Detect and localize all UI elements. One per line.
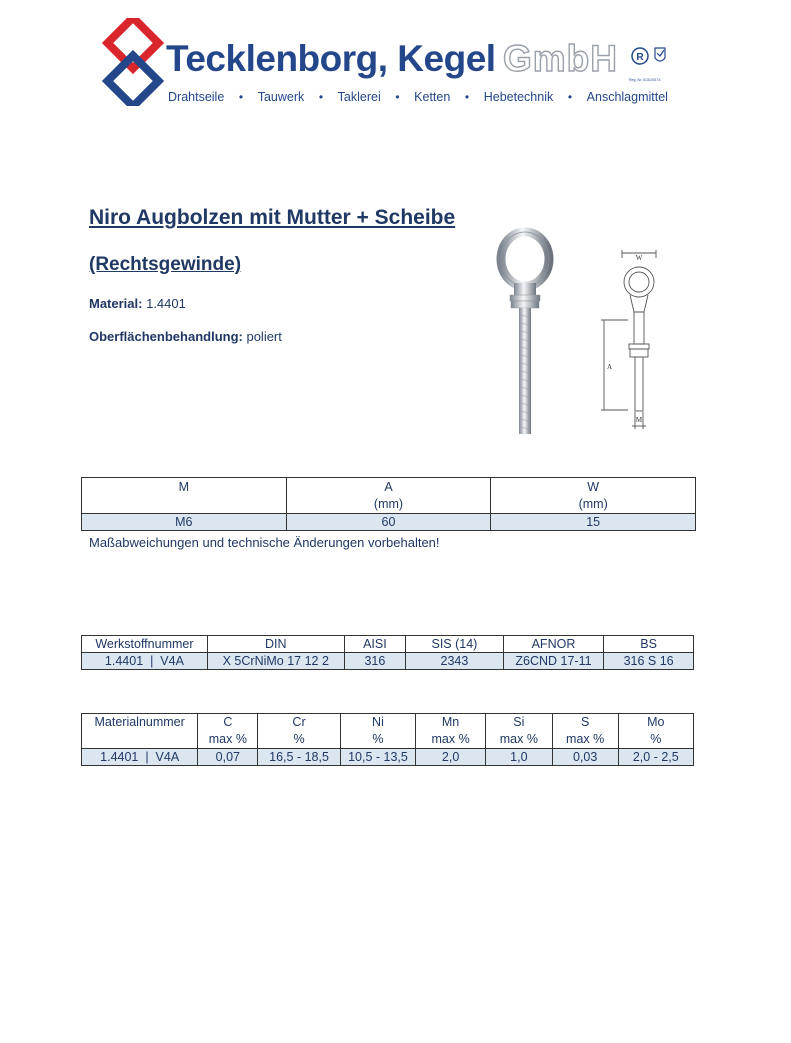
table-row [82, 514, 696, 531]
header-cell: Mn max % [416, 714, 486, 749]
table-cell: X 5CrNiMo 17 12 2 [207, 653, 344, 670]
table-cell: 1.4401 | V4A [82, 749, 198, 766]
table-cell: 16,5 - 18,5 [258, 749, 340, 766]
header-cell: M [82, 478, 287, 514]
standards-table [81, 635, 694, 670]
bullet-icon: • [567, 90, 573, 104]
surface-line [89, 329, 282, 344]
page-subtitle: (Rechtsgewinde) [89, 254, 242, 275]
header-cell: Mo % [618, 714, 693, 749]
material-line [89, 296, 186, 311]
table-cell: 60 [286, 514, 491, 531]
table-cell: 2,0 - 2,5 [618, 749, 693, 766]
header-cell: C max % [198, 714, 258, 749]
header-cell: W (mm) [491, 478, 696, 514]
material-label: Material: [89, 296, 143, 311]
surface-label: Oberflächenbehandlung: [89, 329, 243, 344]
drawing-label-m: M [635, 416, 643, 424]
brand-name: Tecklenborg, Kegel [166, 38, 496, 79]
technical-drawing [598, 250, 670, 430]
header-cell: DIN [207, 636, 344, 653]
tagline [168, 90, 668, 104]
table-cell: 10,5 - 13,5 [340, 749, 416, 766]
bullet-icon: • [238, 90, 244, 104]
table-cell: Z6CND 17-11 [503, 653, 603, 670]
table-cell: 1.4401 | V4A [82, 653, 208, 670]
tagline-item: Hebetechnik [483, 90, 554, 104]
table-cell: 15 [491, 514, 696, 531]
table-cell: 2,0 [416, 749, 486, 766]
bullet-icon: • [318, 90, 324, 104]
tagline-item: Anschlagmittel [586, 90, 668, 104]
header-cell: SIS (14) [406, 636, 504, 653]
header-cell: BS [604, 636, 694, 653]
company-logo-icon [102, 18, 164, 106]
header-cell: Cr % [258, 714, 340, 749]
brand-suffix: GmbH [503, 38, 618, 79]
table-cell: 2343 [406, 653, 504, 670]
table-cell: 0,03 [552, 749, 618, 766]
tagline-item: Drahtseile [168, 90, 225, 104]
header-cell: Si max % [485, 714, 552, 749]
bullet-icon: • [464, 90, 470, 104]
composition-table [81, 713, 694, 766]
table-cell: 1,0 [485, 749, 552, 766]
disclaimer-note: Maßabweichungen und technische Änderungen vorbehalten! [89, 535, 440, 550]
tagline-item: Tauwerk [257, 90, 305, 104]
tagline-item: Taklerei [337, 90, 381, 104]
table-cell: 316 S 16 [604, 653, 694, 670]
svg-text:R: R [636, 52, 644, 63]
table-cell: M6 [82, 514, 287, 531]
header-cell: AFNOR [503, 636, 603, 653]
surface-value: poliert [246, 329, 282, 344]
eye-bolt-photo [492, 223, 562, 438]
material-value: 1.4401 [146, 296, 186, 311]
header-cell: Ni % [340, 714, 416, 749]
header-cell: Materialnummer [82, 714, 198, 749]
drawing-label-w: W [635, 254, 643, 262]
tagline-item: Ketten [414, 90, 451, 104]
header-cell: AISI [344, 636, 405, 653]
header-cell: Werkstoffnummer [82, 636, 208, 653]
dimensions-table [81, 477, 696, 531]
certification-badge [629, 44, 669, 82]
page-title: Niro Augbolzen mit Mutter + Scheibe [89, 206, 456, 229]
table-header-row [82, 478, 696, 514]
header-cell: A (mm) [286, 478, 491, 514]
header-cell: S max % [552, 714, 618, 749]
table-cell: 0,07 [198, 749, 258, 766]
table-row [82, 749, 694, 766]
table-header-row [82, 636, 694, 653]
table-row [82, 653, 694, 670]
certification-seal-icon [629, 44, 669, 78]
badge-text: Reg.-Nr. 013100174 [629, 78, 661, 82]
drawing-label-a: A [607, 363, 613, 371]
table-cell: 316 [344, 653, 405, 670]
bullet-icon: • [395, 90, 400, 104]
table-header-row [82, 714, 694, 749]
